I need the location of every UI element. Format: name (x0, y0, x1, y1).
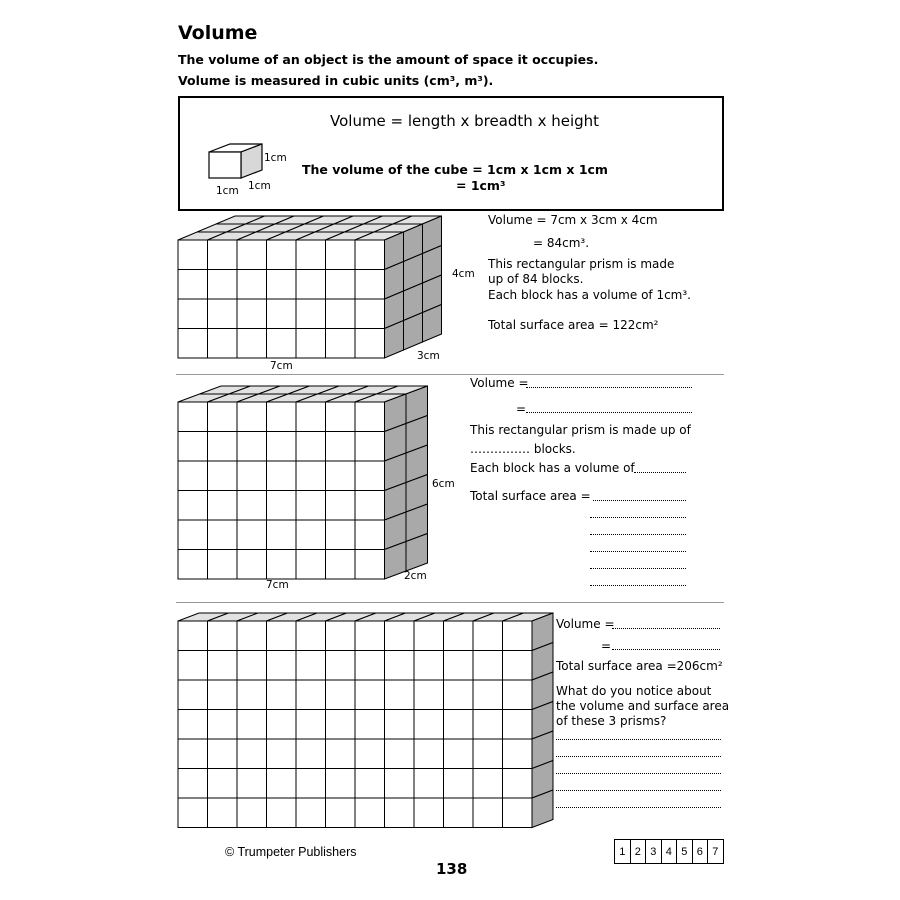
prism3-front-block (237, 769, 267, 799)
prism3-surface-area: Total surface area =206cm² (556, 659, 723, 673)
section-divider (176, 374, 724, 375)
prism1-height-label: 4cm (452, 268, 475, 280)
prism2-blocks-word: blocks. (533, 442, 576, 456)
prism3-front-block (385, 680, 415, 710)
prism3-front-block (355, 769, 385, 799)
prism3-front-block (178, 798, 208, 828)
prism3-front-block (296, 680, 326, 710)
prism1-front-block (267, 270, 297, 300)
prism3-front-block (355, 651, 385, 681)
prism3-front-block (178, 651, 208, 681)
prism2-front-block (208, 491, 238, 521)
prism3-front-block (178, 680, 208, 710)
prism1-front-block (355, 270, 385, 300)
prism1-made-line-1: This rectangular prism is made (488, 257, 675, 271)
prism3-front-block (267, 769, 297, 799)
prism1-front-block (237, 299, 267, 329)
prism2-front-block (178, 432, 208, 462)
prism3-front-block (473, 769, 503, 799)
prism3-front-block (237, 739, 267, 769)
prism1-front-block (208, 299, 238, 329)
prism2-front-block (326, 520, 356, 550)
page-number: 138 (436, 860, 468, 878)
prism1-volume-result: = 84cm³. (533, 236, 590, 250)
prism1-front-block (237, 329, 267, 359)
prism1-front-block (208, 329, 238, 359)
prism3-front-block (237, 621, 267, 651)
prism2-surface-answer-4[interactable] (590, 551, 686, 552)
prism3-front-block (208, 769, 238, 799)
prism1-front-block (326, 299, 356, 329)
prism1-front-block (296, 270, 326, 300)
prism1-front-block (267, 299, 297, 329)
prism2-front-block (326, 402, 356, 432)
prism2-blocks-blank[interactable]: …………… (470, 442, 530, 456)
prism3-front-block (296, 651, 326, 681)
prism2-surface-answer-6[interactable] (590, 585, 686, 586)
prism3-front-block (503, 710, 533, 740)
prism3-front-block (267, 798, 297, 828)
prism1-front-block (326, 270, 356, 300)
prism2-front-block (237, 461, 267, 491)
prism1-front-block (355, 329, 385, 359)
prism1-front-block (208, 240, 238, 270)
prism1-front-block (178, 240, 208, 270)
prism3-front-block (503, 739, 533, 769)
cube-volume-result: = 1cm³ (456, 178, 506, 193)
prism2-surface-answer-2[interactable] (590, 517, 686, 518)
prism3-front-block (296, 621, 326, 651)
prism3-front-block (444, 798, 474, 828)
prism3-front-block (267, 710, 297, 740)
prism2-length-label: 7cm (266, 579, 289, 591)
prism2-block-line: Each block has a volume of (470, 461, 635, 475)
prism2-front-block (326, 432, 356, 462)
prism3-front-block (473, 621, 503, 651)
prism1-front-block (267, 240, 297, 270)
prism2-front-block (355, 491, 385, 521)
prism3-front-block (355, 680, 385, 710)
prism1-front-block (355, 240, 385, 270)
prism3-question-line-3: of these 3 prisms? (556, 714, 667, 728)
prism2-front-block (267, 491, 297, 521)
prism3-front-block (208, 651, 238, 681)
prism2-height-label: 6cm (432, 478, 455, 490)
prism1-front-block (355, 299, 385, 329)
prism3-front-block (178, 769, 208, 799)
prism3-front-block (385, 739, 415, 769)
prism2-made-line-1: This rectangular prism is made up of (470, 423, 691, 437)
prism2-front-block (355, 432, 385, 462)
prism2-front-block (296, 402, 326, 432)
prism2-front-block (178, 550, 208, 580)
prism3-front-block (267, 651, 297, 681)
prism1-front-block (267, 329, 297, 359)
prism3-front-block (355, 710, 385, 740)
prism1-block-line: Each block has a volume of 1cm³. (488, 288, 691, 302)
prism3-front-block (444, 739, 474, 769)
prism2-front-block (296, 550, 326, 580)
prism2-front-block (178, 520, 208, 550)
prism2-front-block (267, 461, 297, 491)
prism3-front-block (326, 739, 356, 769)
prism2-depth-label: 2cm (404, 570, 427, 582)
prism2-front-block (296, 491, 326, 521)
prism2-surface-answer-3[interactable] (590, 534, 686, 535)
prism3-question-line-2: the volume and surface area (556, 699, 730, 713)
prism2-front-block (267, 550, 297, 580)
grade-box: 2 (631, 840, 647, 863)
prism1-length-label: 7cm (270, 360, 293, 372)
grade-box: 4 (662, 840, 678, 863)
prism1-front-block (296, 329, 326, 359)
grade-box: 3 (646, 840, 662, 863)
prism2-surface-label: Total surface area = (470, 489, 591, 503)
prism3-front-block (267, 680, 297, 710)
prism1-front-block (178, 270, 208, 300)
prism3-front-block (385, 651, 415, 681)
prism3-front-block (237, 651, 267, 681)
prism2-front-block (237, 402, 267, 432)
prism3-front-block (503, 798, 533, 828)
grade-box: 7 (712, 845, 719, 858)
prism3-front-block (385, 621, 415, 651)
prism3-front-block (355, 798, 385, 828)
prism1-front-block (237, 270, 267, 300)
prism3-front-block (444, 710, 474, 740)
prism3-front-block (385, 798, 415, 828)
prism3-answer-line-5[interactable] (556, 807, 721, 808)
prism2-front-block (237, 550, 267, 580)
prism3-front-block (414, 739, 444, 769)
prism3-front-block (414, 710, 444, 740)
prism2-front-block (178, 491, 208, 521)
prism2-front-block (355, 402, 385, 432)
prism3-front-block (444, 680, 474, 710)
page-title: Volume (178, 22, 258, 44)
prism3-front-block (237, 680, 267, 710)
prism3-front-block (208, 710, 238, 740)
prism3-front-block (444, 769, 474, 799)
prism1-front-block (296, 240, 326, 270)
section-divider (176, 602, 724, 603)
prism2-front-block (326, 550, 356, 580)
prism3-front-block (473, 680, 503, 710)
cube-volume-line: The volume of the cube = 1cm x 1cm x 1cm (302, 162, 608, 177)
prism3-front-block (296, 739, 326, 769)
prism3-volume-label: Volume = (556, 617, 615, 631)
prism1-front-block (296, 299, 326, 329)
prism3-front-block (267, 621, 297, 651)
prism1-front-block (178, 299, 208, 329)
prism2-front-block (237, 491, 267, 521)
prism1-front-block (237, 240, 267, 270)
prism3-front-block (326, 710, 356, 740)
grade-box: 1 (615, 840, 631, 863)
prism3-front-block (178, 739, 208, 769)
cube-label-top: 1cm (264, 152, 287, 164)
prism3-front-block (473, 739, 503, 769)
prism2-front-block (296, 461, 326, 491)
intro-line-1: The volume of an object is the amount of space it occupies. (178, 52, 599, 67)
prism3-front-block (503, 680, 533, 710)
prism2-volume-result-answer[interactable] (526, 412, 692, 413)
prism3-volume-result-answer[interactable] (612, 649, 720, 650)
prism2-front-block (208, 461, 238, 491)
prism3-front-block (355, 621, 385, 651)
prism2-front-block (355, 550, 385, 580)
prism2-front-block (208, 402, 238, 432)
prism3-front-block (178, 621, 208, 651)
prism3-front-block (208, 798, 238, 828)
prism3-front-block (503, 651, 533, 681)
prism1-front-block (326, 329, 356, 359)
prism3-equals-label: = (601, 639, 612, 653)
prism2-front-block (296, 520, 326, 550)
cube-label-left: 1cm (216, 185, 239, 197)
prism3-answer-line-3[interactable] (556, 773, 721, 774)
prism2-front-block (237, 520, 267, 550)
prism3-answer-line-2[interactable] (556, 756, 721, 757)
prism1-volume-line: Volume = 7cm x 3cm x 4cm (488, 213, 658, 227)
prism3-front-block (385, 710, 415, 740)
prism2-front-block (237, 432, 267, 462)
prism3-front-block (503, 769, 533, 799)
volume-formula: Volume = length x breadth x height (330, 112, 600, 130)
prism3-front-block (414, 651, 444, 681)
prism3-front-block (326, 651, 356, 681)
prism3-front-block (355, 739, 385, 769)
prism3-front-block (444, 621, 474, 651)
prism3-front-block (326, 798, 356, 828)
prism3-front-block (296, 710, 326, 740)
prism3-volume-answer[interactable] (612, 628, 720, 629)
prism3-front-block (267, 739, 297, 769)
prism2-front-block (326, 491, 356, 521)
prism2-front-block (208, 520, 238, 550)
grade-box: 6 (693, 840, 709, 863)
prism3-front-block (326, 769, 356, 799)
prism3-front-block (178, 710, 208, 740)
prism3-question-line-1: What do you notice about (556, 684, 712, 698)
grade-box: 5 (677, 840, 693, 863)
grade-level-boxes (614, 839, 724, 864)
prism2-surface-answer-5[interactable] (590, 568, 686, 569)
prism3-front-block (385, 769, 415, 799)
prism3-front-block (444, 651, 474, 681)
prism3-front-block (414, 798, 444, 828)
publisher-credit: © Trumpeter Publishers (225, 845, 357, 859)
prism1-front-block (326, 240, 356, 270)
prism3-front-block (208, 739, 238, 769)
prism2-made-line-2 (470, 442, 576, 456)
prism2-front-block (267, 520, 297, 550)
intro-line-2: Volume is measured in cubic units (cm³, m³). (178, 73, 494, 88)
cube-label-bottom: 1cm (248, 180, 271, 192)
prism3-answer-line-1[interactable] (556, 739, 721, 740)
prism1-surface-area: Total surface area = 122cm² (488, 318, 659, 332)
prism3-front-block (414, 769, 444, 799)
prism2-surface-answer-1[interactable] (593, 500, 686, 501)
prism2-volume-answer[interactable] (526, 387, 692, 388)
prism2-front-block (267, 432, 297, 462)
prism2-front-block (355, 461, 385, 491)
prism2-front-block (296, 432, 326, 462)
prism3-front-block (237, 798, 267, 828)
prism3-answer-line-4[interactable] (556, 790, 721, 791)
prism2-equals-label: = (516, 402, 527, 416)
prism3-front-block (326, 621, 356, 651)
prism2-block-volume-answer[interactable] (634, 472, 686, 473)
prism3-front-block (296, 798, 326, 828)
prism3-front-block (414, 621, 444, 651)
prism1-front-block (178, 329, 208, 359)
prism2-front-block (355, 520, 385, 550)
prism3-front-block (503, 621, 533, 651)
prism2-front-block (267, 402, 297, 432)
prism3-front-block (414, 680, 444, 710)
prism3-front-block (208, 680, 238, 710)
prism2-front-block (178, 402, 208, 432)
prism1-depth-label: 3cm (417, 350, 440, 362)
prism1-made-line-2: up of 84 blocks. (488, 272, 584, 286)
prism3-front-block (473, 710, 503, 740)
prism3-front-block (237, 710, 267, 740)
prism1-front-block (208, 270, 238, 300)
prism2-front-block (208, 550, 238, 580)
prism3-front-block (473, 798, 503, 828)
prism3-front-block (208, 621, 238, 651)
prism3-front-block (296, 769, 326, 799)
prism2-front-block (178, 461, 208, 491)
prism2-volume-label: Volume = (470, 376, 529, 390)
prism3-front-block (326, 680, 356, 710)
prism3-front-block (473, 651, 503, 681)
prism2-front-block (208, 432, 238, 462)
prism2-front-block (326, 461, 356, 491)
